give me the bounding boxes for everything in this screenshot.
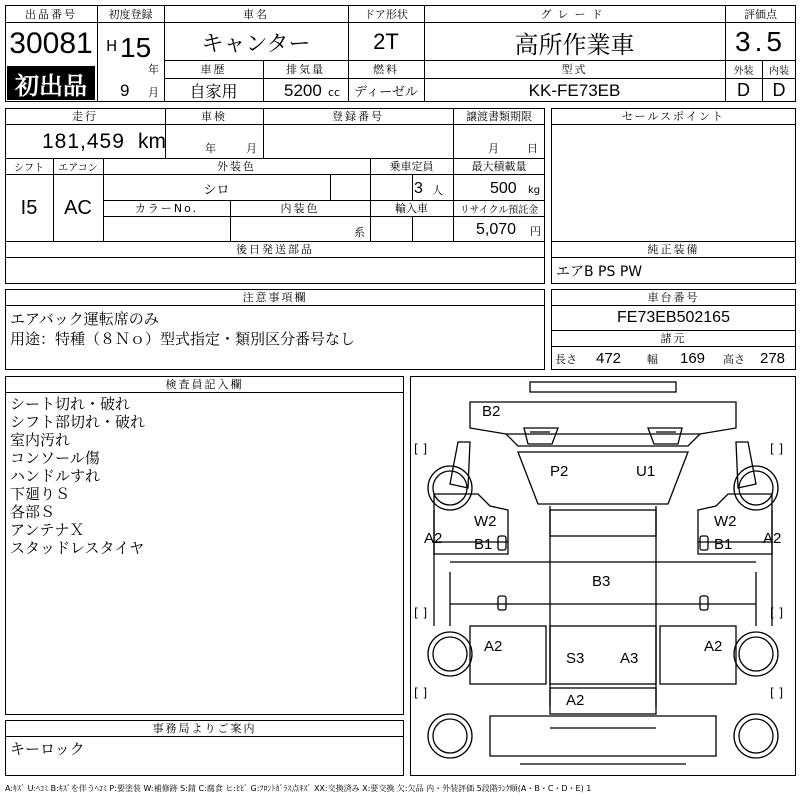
inspector-line-5: ハンドルすれ — [10, 466, 101, 484]
lot-number-label: 出品番号 — [25, 7, 77, 21]
width-label: 幅 — [647, 353, 658, 366]
fuel-label: 燃料 — [373, 63, 399, 76]
max-load-value: 500 — [490, 180, 517, 197]
car-name: キャンター — [201, 31, 311, 57]
equipment-label: 純正装備 — [647, 243, 700, 256]
interior-color-label: 内装色 — [280, 202, 320, 215]
shift-label: シフト — [14, 162, 44, 174]
capacity-unit: 人 — [432, 184, 443, 197]
damage-marker-b1-right: B1 — [714, 536, 733, 553]
model-value: KK-FE73EB — [528, 80, 621, 100]
height-value: 278 — [760, 349, 786, 367]
inspection-label: 車検 — [201, 110, 227, 123]
color-number-label: カラーNo. — [134, 202, 199, 215]
lot-number: 30081 — [9, 27, 93, 60]
damage-marker-w2-left: W2 — [474, 513, 497, 530]
fuel-value: ディーゼル — [354, 85, 418, 100]
inspection-year-unit: 年 — [205, 142, 216, 155]
month-unit: 月 — [148, 86, 159, 99]
inspector-line-6: 下廻りＳ — [10, 484, 71, 502]
displacement-value: 5200 — [284, 80, 322, 100]
registration-month: 9 — [120, 81, 130, 100]
notes-line-1: エアバック運転席のみ — [10, 309, 159, 328]
score-value: 3.5 — [735, 26, 786, 57]
damage-marker-a2-rear: A2 — [566, 692, 585, 709]
capacity-value: 3 — [414, 180, 423, 197]
displacement-unit: cc — [328, 85, 341, 99]
grade-label: グレード — [540, 7, 609, 21]
dimensions-label: 諸元 — [660, 332, 687, 345]
mileage-label: 走行 — [72, 110, 98, 123]
door-value: 2T — [373, 29, 399, 54]
damage-marker-a3: A3 — [620, 650, 639, 667]
score-label: 評価点 — [744, 7, 777, 21]
wheel-bracket-back-left: [ ] — [414, 686, 428, 700]
wheel-bracket-rear-right: [ ] — [770, 606, 784, 620]
wheel-bracket-front-left: [ ] — [414, 442, 428, 456]
damage-marker-b1-left: B1 — [474, 536, 493, 553]
first-registration-label: 初度登録 — [108, 7, 153, 21]
aircon-value: AC — [64, 196, 92, 219]
damage-marker-w2-right: W2 — [714, 513, 737, 530]
damage-marker-a2-right-door: A2 — [763, 530, 782, 547]
width-value: 169 — [680, 349, 706, 367]
wheel-bracket-rear-left: [ ] — [414, 606, 428, 620]
exterior-color-value: シロ — [203, 182, 230, 198]
first-listing-badge: 初出品 — [7, 66, 95, 100]
history-label: 車歴 — [200, 63, 227, 76]
model-label: 型式 — [561, 63, 588, 76]
damage-marker-b2: B2 — [482, 403, 501, 420]
inspector-line-8: アンテナＸ — [10, 520, 85, 538]
transfer-day-unit: 日 — [527, 142, 538, 155]
interior-grade-label: 内装 — [769, 65, 789, 77]
office-text: キーロック — [10, 739, 85, 758]
inspector-line-9: スタッドレスタイヤ — [10, 538, 145, 556]
equipment-value: エアB PS PW — [556, 264, 643, 280]
transfer-deadline-label: 譲渡書類期限 — [466, 110, 532, 123]
exterior-color-label: 外装色 — [217, 160, 256, 173]
chassis-value: FE73EB502165 — [617, 309, 730, 326]
door-label: ドア形状 — [364, 7, 408, 21]
car-name-label: 車名 — [243, 7, 269, 21]
mileage-unit: km — [138, 130, 166, 153]
registration-year: 15 — [120, 32, 152, 63]
wheel-bracket-front-right: [ ] — [770, 442, 784, 456]
recycle-value: 5,070 — [476, 221, 517, 238]
damage-marker-a2-left-door: A2 — [424, 530, 443, 547]
notes-label: 注意事項欄 — [242, 291, 308, 304]
history-value: 自家用 — [189, 82, 238, 101]
mileage-value: 181,459 — [42, 130, 125, 153]
recycle-unit: 円 — [530, 225, 541, 238]
registration-number-label: 登録番号 — [332, 110, 384, 123]
damage-marker-b3: B3 — [592, 573, 611, 590]
grade-value: 高所作業車 — [514, 30, 635, 59]
interior-color-unit: 系 — [354, 226, 365, 239]
inspector-line-3: 室内汚れ — [10, 430, 71, 448]
notes-line-2: 用途：特種（８Ｎｏ）型式指定・類別区分番号なし — [10, 329, 356, 348]
length-value: 472 — [596, 349, 622, 367]
inspection-month-unit: 月 — [246, 142, 257, 155]
era-letter: H — [106, 37, 118, 55]
year-unit: 年 — [148, 63, 159, 76]
later-parts-label: 後日発送部品 — [236, 243, 314, 256]
damage-marker-p2: P2 — [550, 463, 569, 480]
legend-text: A:ｷｽﾞ U:ﾍｺﾐ B:ｷｽﾞを伴うﾍｺﾐ P:要塗装 W:補修跡 S:錆 C:腐食 ヒ:ﾋﾋﾞ G:ﾌﾛﾝﾄｶﾞﾗｽ点ｷｽﾞ XX:交換済み X:要交換 欠:欠品 内・外装評価 5段階ﾗﾝｸ順(A・B・C・D・E) 1 — [5, 783, 592, 793]
capacity-label: 乗車定員 — [389, 160, 434, 173]
import-label: 輸入車 — [395, 202, 428, 215]
chassis-label: 車台番号 — [647, 291, 700, 304]
damage-marker-u1: U1 — [636, 463, 656, 480]
interior-grade: D — [772, 80, 786, 100]
inspector-line-2: シフト部切れ・破れ — [10, 412, 146, 430]
transfer-month-unit: 月 — [488, 142, 499, 155]
length-label: 長さ — [555, 353, 577, 366]
inspector-line-7: 各部Ｓ — [10, 502, 56, 520]
damage-marker-s3: S3 — [566, 650, 585, 667]
height-label: 高さ — [723, 353, 745, 366]
max-load-label: 最大積載量 — [471, 160, 527, 173]
recycle-label: リサイクル預託金 — [459, 204, 539, 216]
inspector-label: 検査員記入欄 — [165, 378, 244, 391]
office-label: 事務局よりご案内 — [152, 722, 257, 735]
shift-value: I5 — [20, 196, 38, 219]
sales-point-label: セールスポイント — [621, 110, 725, 123]
displacement-label: 排気量 — [286, 63, 325, 76]
exterior-grade-label: 外装 — [733, 65, 754, 77]
inspector-line-4: コンソール傷 — [10, 448, 100, 466]
aircon-label: エアコン — [58, 162, 98, 174]
damage-marker-a2-right-rear: A2 — [704, 638, 723, 655]
inspector-line-1: シート切れ・破れ — [10, 394, 131, 412]
wheel-bracket-back-right: [ ] — [770, 686, 784, 700]
max-load-unit: kg — [528, 184, 541, 196]
exterior-grade: D — [737, 80, 750, 100]
damage-marker-a2-left-rear: A2 — [484, 638, 503, 655]
